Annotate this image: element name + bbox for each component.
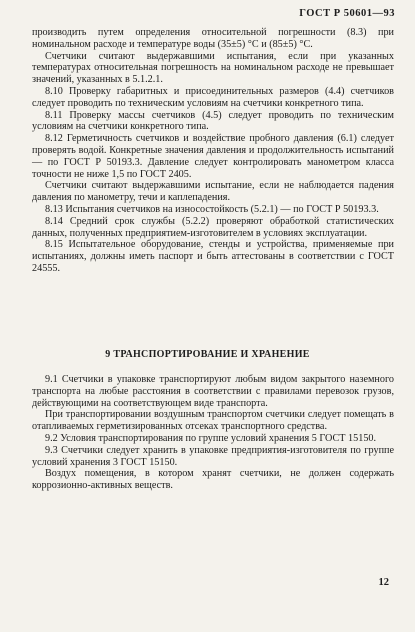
paragraph: 8.15 Испытательное оборудование, стенды и устройства, применяемые при испытаниях, должны иметь паспорт и быть аттестованы в соответствии с ГОСТ 24555. bbox=[32, 239, 394, 274]
paragraph: 8.13 Испытания счетчиков на износостойкость (5.2.1) — по ГОСТ Р 50193.3. bbox=[45, 203, 379, 215]
section-title: 9 ТРАНСПОРТИРОВАНИЕ И ХРАНЕНИЕ bbox=[105, 349, 310, 360]
document-code-header: ГОСТ Р 50601—93 bbox=[299, 8, 395, 19]
paragraph: 9.3 Счетчики следует хранить в упаковке предприятия-изготовителя по группе условий хранения 3 ГОСТ 15150. bbox=[32, 444, 394, 468]
paragraph: производить путем определения относительной погрешности (8.3) при номинальном расходе и температуре воды (35±5) °С и (85±5) °С. bbox=[32, 27, 394, 50]
paragraph: 9.2 Условия транспортирования по группе условий хранения 5 ГОСТ 15150. bbox=[45, 432, 377, 444]
paragraph: Счетчики считают выдержавшими испытания, если при указанных температурах относительная погрешность на номинальном расходе не превышает значений, указанных в 5.1.2.1. bbox=[32, 50, 394, 86]
paragraph: 8.14 Средний срок службы (5.2.2) проверяют обработкой статистических данных, полученных предприятием-изготовителем в условиях эксплуатации. bbox=[32, 215, 394, 239]
paragraph: При транспортировании воздушным транспортом счетчики следует помещать в отапливаемых герметизированных отсеках транспортного средства. bbox=[32, 409, 394, 433]
paragraph: Счетчики считают выдержавшими испытание, если не наблюдается падения давления по манометру, течи и каплепадения. bbox=[32, 180, 394, 204]
paragraph: 8.11 Проверку массы счетчиков (4.5) следует проводить по техническим условиям на счетчики конкретного типа. bbox=[32, 109, 394, 133]
paragraph: 8.10 Проверку габаритных и присоединительных размеров (4.4) счетчиков следует проводить по техническим условиям на счетчики конкретного типа. bbox=[32, 85, 394, 109]
page-number: 12 bbox=[378, 577, 389, 588]
text-block-bottom bbox=[32, 374, 394, 492]
paragraph: Воздух помещения, в котором хранят счетчики, не должен содержать коррозионно-активных веществ. bbox=[32, 468, 394, 492]
text-block-top bbox=[32, 27, 394, 275]
paragraph: 8.12 Герметичность счетчиков и воздействие пробного давления (6.1) следует проверять водой. Конкретные значения давления и продолжительность испытаний — по ГОСТ Р 50193.3. Давление следует контролировать манометром класса точности не ниже 1,5 по ГОСТ 2405. bbox=[32, 133, 394, 180]
paragraph: 9.1 Счетчики в упаковке транспортируют любым видом закрытого наземного транспорта на любые расстояния в соответствии с правилами перевозок грузов, действующими на соответствующем виде транспорта. bbox=[32, 374, 394, 409]
